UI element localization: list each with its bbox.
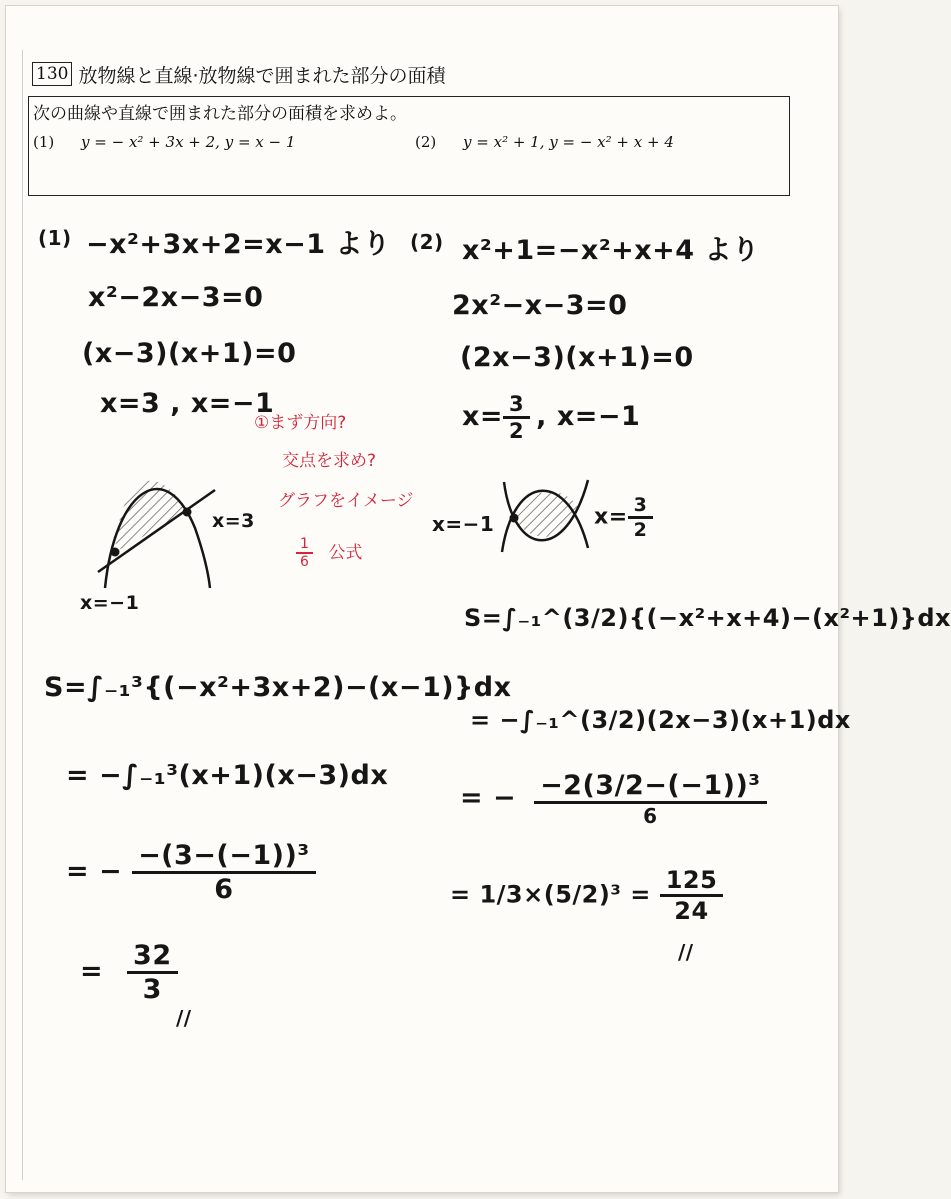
solution1-label: (1)	[38, 226, 72, 250]
solution1-eq4: x=3 , x=−1	[100, 388, 275, 419]
solution1-area-step3	[66, 840, 316, 905]
graph1-intersection-right	[183, 508, 192, 517]
solution2-eq4	[462, 392, 640, 443]
graph2-two-parabolas	[496, 478, 596, 558]
subproblem-2-label: (2)	[415, 133, 437, 151]
teacher-formula-den: 6	[300, 554, 309, 570]
graph1-intersection-left	[111, 548, 120, 557]
solution2-eq2: 2x²−x−3=0	[452, 290, 628, 321]
problem-statement-box	[28, 96, 790, 196]
solution1-eq2: x²−2x−3=0	[88, 282, 264, 313]
teacher-note-1: ①まず方向?	[254, 413, 347, 433]
solution2-eq3: (2x−3)(x+1)=0	[460, 342, 694, 373]
graph2-label-right	[594, 494, 653, 541]
solution1-step3-prefix: = −	[66, 856, 123, 887]
problem-instruction: 次の曲線や直線で囲まれた部分の面積を求めよ。	[33, 104, 407, 124]
solution2-step3-prefix: = −	[460, 782, 517, 814]
problem-number: 130	[32, 62, 72, 86]
solution1-eq1: −x²+3x+2=x−1 より	[86, 229, 391, 260]
graph2-intersection-left	[510, 514, 519, 523]
graph2-label-right-den: 2	[633, 519, 648, 541]
graph1-label-left: x=−1	[80, 592, 140, 614]
solution1-step3-numerator: −(3−(−1))³	[132, 840, 316, 874]
solution2-step3-denominator: 6	[643, 804, 658, 828]
solution2-result-numerator: 125	[660, 866, 724, 897]
solution1-end-mark: //	[176, 1006, 192, 1030]
subproblem-1-equations: y = − x² + 3x + 2, y = x − 1	[81, 133, 296, 151]
solution1-step3-denominator: 6	[214, 874, 234, 905]
solution2-step3-numerator: −2(3/2−(−1))³	[534, 770, 767, 804]
teacher-note-2: 交点を求め?	[282, 451, 377, 471]
graph2-label-left: x=−1	[432, 512, 495, 536]
graph2-label-right-num: 3	[628, 494, 654, 519]
subproblem-1-label: (1)	[33, 133, 55, 151]
graph1-label-right: x=3	[212, 510, 255, 532]
solution2-eq4-num: 3	[503, 392, 530, 419]
solution1-eq3: (x−3)(x+1)=0	[82, 338, 297, 369]
solution1-area-integral: S=∫₋₁³{(−x²+3x+2)−(x−1)}dx	[44, 672, 512, 703]
solution1-area-step2: = −∫₋₁³(x+1)(x−3)dx	[66, 760, 389, 791]
solution2-end-mark: //	[678, 940, 694, 964]
margin-line	[22, 50, 23, 1180]
solution2-area-result	[450, 866, 723, 925]
subproblem-2	[415, 133, 674, 151]
teacher-formula-word: 公式	[328, 543, 363, 563]
solution1-result-denominator: 3	[142, 974, 162, 1005]
solution2-eq4-den: 2	[509, 419, 525, 443]
solution2-result-prefix: = 1/3×(5/2)³ =	[450, 880, 651, 909]
problem-header	[32, 60, 446, 88]
graph2-label-right-prefix: x=	[594, 504, 628, 530]
teacher-note-3: グラフをイメージ	[278, 491, 414, 511]
subproblem-2-equations: y = x² + 1, y = − x² + x + 4	[463, 133, 674, 151]
solution1-area-result	[80, 940, 178, 1005]
solution2-area-integral: S=∫₋₁^(3/2){(−x²+x+4)−(x²+1)}dx	[464, 604, 951, 632]
subproblem-1	[33, 133, 295, 151]
solution1-result-numerator: 32	[127, 940, 178, 974]
solution1-result-prefix: =	[80, 956, 104, 987]
problem-title: 放物線と直線·放物線で囲まれた部分の面積	[78, 64, 446, 87]
teacher-note-formula	[296, 536, 362, 570]
solution2-label: (2)	[410, 230, 444, 254]
solution2-area-step3	[460, 770, 767, 828]
solution2-eq4-suffix: , x=−1	[536, 401, 641, 432]
teacher-formula-num: 1	[296, 536, 313, 554]
solution2-eq4-prefix: x=	[462, 401, 504, 432]
solution2-result-denominator: 24	[674, 897, 709, 925]
solution2-eq1: x²+1=−x²+x+4 より	[462, 235, 760, 266]
solution2-area-step2: = −∫₋₁^(3/2)(2x−3)(x+1)dx	[470, 706, 851, 734]
